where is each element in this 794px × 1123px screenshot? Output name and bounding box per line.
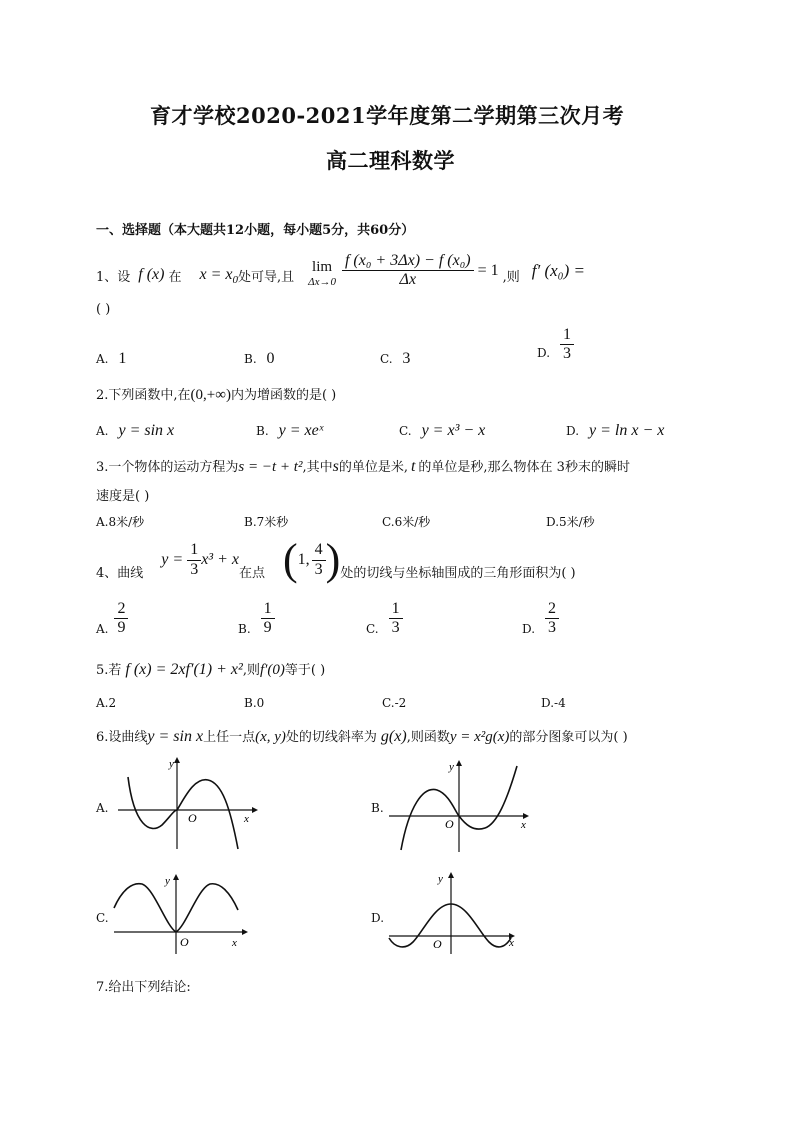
option-label: D.: [522, 621, 536, 636]
q5-option-c[interactable]: C.-2: [382, 696, 407, 710]
section-heading: 一、选择题（本大题共12小题，每小题5分，共60分）: [96, 223, 415, 238]
option-label: B.: [256, 424, 269, 438]
q4-y-eq: y =: [161, 551, 184, 568]
frac-den: 3: [190, 560, 199, 578]
q1-answer-paren: ( ): [96, 302, 111, 317]
option-label: B.: [238, 621, 251, 636]
q1-prefix: 1、设: [96, 270, 131, 286]
q1-option-a[interactable]: [96, 350, 126, 368]
option-label: D.: [566, 424, 580, 438]
q6-graph-a[interactable]: [112, 755, 262, 853]
question-4: [96, 535, 576, 584]
q1-x0: 0: [232, 273, 238, 286]
q4-point-x: 1,: [297, 551, 310, 568]
q1-frac-num: f (x₀ + 3Δx) − f (x₀): [342, 252, 474, 271]
q5-option-d[interactable]: D.-4: [541, 696, 566, 710]
y-label: y: [165, 875, 170, 887]
q5-option-a[interactable]: A.2: [96, 696, 117, 710]
q5-stem-a: 5.若: [96, 663, 122, 678]
exam-title: 育才学校2020-2021学年度第二学期第三次月考: [150, 103, 625, 128]
option-label: C.: [380, 352, 393, 366]
x-label: x: [521, 819, 526, 831]
frac-num: 1: [560, 326, 574, 345]
q6-stem-c: 处的切线斜率为: [285, 730, 377, 745]
origin-label: O: [433, 937, 442, 951]
q2-stem-b: 内为增函数的是( ): [230, 388, 337, 403]
option-value: 0: [266, 350, 275, 367]
option-value: y = x³ − x: [421, 422, 486, 439]
q3-text-c: 的单位是米,: [338, 460, 408, 475]
q1-fprime: f′ (x₀) =: [531, 260, 585, 280]
question-5: [96, 659, 325, 679]
q5-stem-c: 等于( ): [284, 663, 326, 678]
q3-text-b: ,其中: [302, 460, 333, 475]
q6-stem-d: ,则函数: [406, 730, 450, 745]
frac-num: 2: [114, 600, 128, 619]
question-1: [96, 252, 585, 290]
y-axis-arrow: [173, 874, 179, 880]
option-value: 3: [402, 350, 411, 367]
q2-option-d[interactable]: [566, 422, 664, 440]
q6-graph-a-label[interactable]: A.: [96, 801, 109, 815]
q2-option-a[interactable]: [96, 422, 174, 440]
frac-den: 3: [391, 619, 400, 637]
q4-at: 在点: [238, 565, 265, 581]
option-value: 1: [118, 350, 127, 367]
q4-option-b[interactable]: [238, 600, 275, 638]
q4-option-a[interactable]: [96, 600, 128, 638]
q3-text-a: 3.一个物体的运动方程为: [96, 460, 239, 475]
option-label: A.: [96, 352, 109, 366]
q6-stem-b: 上任一点: [203, 730, 256, 745]
q3-option-b[interactable]: B.7米秒: [244, 515, 289, 529]
q1-frac-den: Δx: [399, 271, 417, 289]
q3-option-a[interactable]: A.8米/秒: [96, 515, 145, 529]
frac-num: 1: [389, 600, 403, 619]
q1-limit: [308, 259, 336, 288]
frac-den: 3: [548, 619, 557, 637]
origin-label: O: [445, 817, 454, 831]
option-label: A.: [96, 424, 109, 438]
q6-func: y = x²g(x): [449, 729, 510, 745]
q1-fx: f (x): [138, 265, 165, 283]
x-axis-arrow: [252, 807, 258, 813]
q3-s: s: [332, 458, 339, 475]
option-label: D.: [537, 345, 551, 360]
q3-equation: s = −t + t²: [238, 459, 303, 475]
q5-fp0: f′(0): [259, 662, 285, 678]
q2-interval: (0,+∞): [190, 387, 231, 403]
q6-graph-d[interactable]: [385, 866, 535, 956]
option-value: y = ln x − x: [589, 422, 665, 439]
q5-stem-b: ,则: [242, 663, 260, 678]
q1-fraction: [342, 252, 474, 290]
question-2: [96, 384, 336, 404]
option-fraction: [114, 600, 128, 638]
q1-at: 在: [168, 270, 182, 286]
q1-option-b[interactable]: [244, 350, 274, 368]
option-label: C.: [366, 621, 379, 636]
y-axis-arrow: [448, 872, 454, 878]
q6-graph-c[interactable]: [110, 870, 260, 956]
curve: [128, 777, 238, 849]
q6-graph-d-label[interactable]: D.: [371, 911, 385, 925]
q1-option-d[interactable]: [537, 326, 574, 364]
option-fraction: [545, 600, 559, 638]
frac-num: 1: [261, 600, 275, 619]
option-fraction: [261, 600, 275, 638]
frac-den: 3: [563, 345, 572, 363]
frac-num: 1: [187, 541, 201, 560]
x-label: x: [244, 813, 249, 825]
q6-graph-b[interactable]: [385, 756, 535, 854]
q1-x-eq: x = x: [199, 265, 233, 283]
q5-equation: f (x) = 2xf′(1) + x²: [125, 661, 243, 678]
option-fraction: [389, 600, 403, 638]
q1-option-c[interactable]: [380, 350, 410, 368]
q2-option-c[interactable]: [399, 422, 485, 440]
q5-option-b[interactable]: B.0: [244, 696, 265, 710]
q1-lim-sub: Δx→0: [308, 276, 336, 289]
q4-paren-open: (: [283, 535, 298, 584]
frac-num: 2: [545, 600, 559, 619]
option-fraction: [560, 326, 574, 364]
q1-eq1: = 1: [477, 261, 499, 279]
x-label: x: [509, 937, 514, 949]
q6-curve: y = sin x: [147, 728, 204, 745]
x-axis-arrow: [242, 929, 248, 935]
q3-option-c[interactable]: C.6米/秒: [382, 515, 431, 529]
q1-then: ,则: [502, 270, 520, 286]
exam-subtitle: 高二理科数学: [326, 148, 455, 173]
y-axis-arrow: [456, 760, 462, 766]
frac-den: 9: [117, 619, 126, 637]
origin-label: O: [188, 811, 197, 825]
q6-stem-e: 的部分图象可以为( ): [509, 730, 628, 745]
q4-paren-close: ): [325, 535, 341, 584]
q6-point: (x, y): [255, 729, 286, 745]
q2-stem-a: 2.下列函数中,在: [96, 388, 191, 403]
q4-suffix: 处的切线与坐标轴围成的三角形面积为( ): [340, 565, 576, 581]
question-3: [96, 456, 630, 476]
q4-point-frac: [312, 541, 326, 579]
y-label: y: [438, 873, 443, 885]
q6-graph-b-label[interactable]: B.: [371, 801, 384, 815]
y-label: y: [169, 758, 174, 770]
q1-lim: lim: [312, 259, 333, 276]
frac-den: 9: [263, 619, 272, 637]
option-label: B.: [244, 352, 257, 366]
q4-coef-frac: [187, 541, 201, 579]
q4-option-c[interactable]: [366, 600, 403, 638]
option-value: y = xeˣ: [278, 422, 324, 439]
question-6: [96, 726, 628, 746]
origin-label: O: [180, 935, 189, 949]
y-label: y: [449, 761, 454, 773]
q3-t: t: [410, 458, 416, 475]
q6-graph-c-label[interactable]: C.: [96, 911, 109, 925]
q2-option-b[interactable]: [256, 422, 323, 440]
curve: [389, 904, 511, 947]
y-axis-arrow: [174, 757, 180, 763]
q3-option-d[interactable]: D.5米/秒: [546, 515, 595, 529]
option-value: y = sin x: [118, 422, 175, 439]
q4-option-d[interactable]: [522, 600, 559, 638]
frac-den: 3: [314, 560, 323, 578]
q1-diff: 处可导,且: [238, 270, 295, 286]
q3-line-2: 速度是( ): [96, 489, 150, 504]
x-label: x: [232, 937, 237, 949]
q3-text-d: 的单位是秒,那么物体在 3秒末的瞬时: [418, 460, 630, 475]
q4-tail: x³ + x: [201, 551, 239, 568]
q4-prefix: 4、曲线: [96, 565, 144, 581]
q6-stem-a: 6.设曲线: [96, 730, 148, 745]
option-label: A.: [96, 621, 109, 636]
option-label: C.: [399, 424, 412, 438]
q6-g: g(x): [380, 728, 407, 745]
question-7: 7.给出下列结论:: [96, 980, 191, 995]
frac-num: 4: [312, 541, 326, 560]
